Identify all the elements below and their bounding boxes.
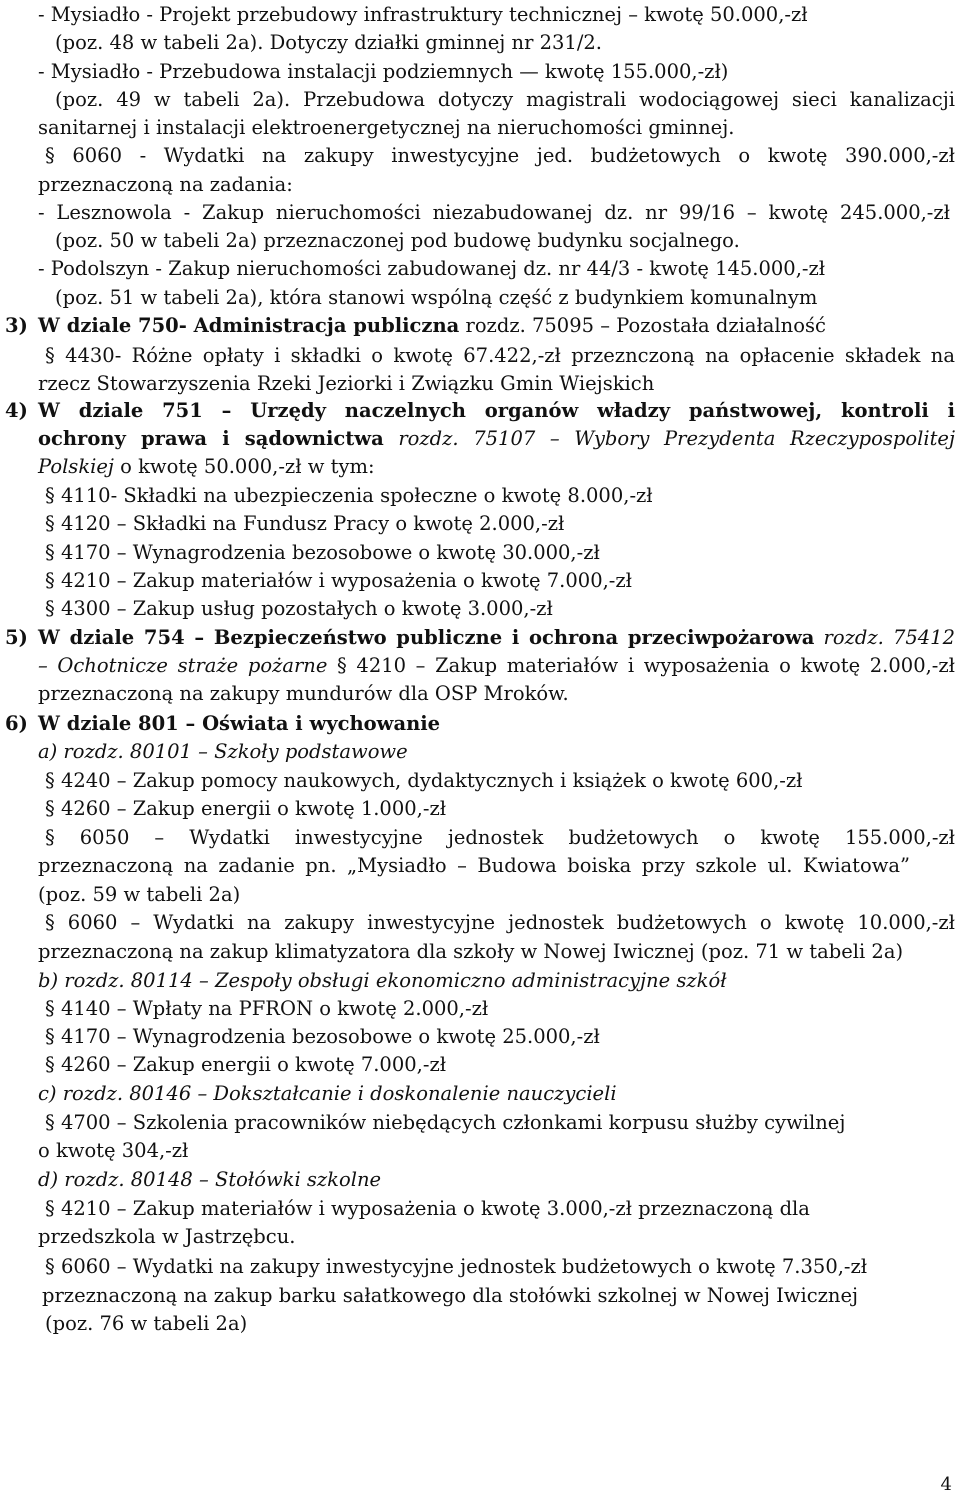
body-text: § 4210 – Zakup materiałów i wyposażenia o kwotę 7.000,-zł: [45, 569, 632, 592]
text-line: [38, 2, 960, 28]
text-line: [38, 653, 955, 679]
text-line: [45, 768, 960, 794]
text-line: [38, 371, 960, 397]
body-text: przeznaczoną na zakup klimatyzatora dla szkoły w Nowej Iwicznej (poz. 71 w tabeli 2a): [38, 940, 904, 963]
section-heading: ochrony prawa i sądownictwa: [38, 427, 384, 450]
body-text: § 4110- Składki na ubezpieczenia społeczne o kwotę 8.000,-zł: [45, 484, 653, 507]
body-text: o kwotę 304,-zł: [38, 1139, 189, 1162]
body-text: (poz. 76 w tabeli 2a): [45, 1312, 248, 1335]
text-line: [38, 853, 910, 879]
body-text: (poz. 48 w tabeli 2a). Dotyczy działki gminnej nr 231/2.: [55, 31, 603, 54]
body-text: sanitarnej i instalacji elektroenergetycznej na nieruchomości gminnej.: [38, 116, 735, 139]
text-line: [55, 228, 960, 254]
text-line: [45, 483, 960, 509]
text-line: [45, 1110, 960, 1136]
body-text: - Podolszyn - Zakup nieruchomości zabudowanej dz. nr 44/3 - kwotę 145.000,-zł: [38, 257, 826, 280]
section-number: 6): [5, 712, 28, 735]
text-line: [45, 1052, 960, 1078]
body-text: (poz. 59 w tabeli 2a): [38, 883, 241, 906]
text-line: [45, 1024, 960, 1050]
italic-text: rozdz. 75412: [814, 626, 955, 649]
body-text: § 4140 – Wpłaty na PFRON o kwotę 2.000,-zł: [45, 997, 489, 1020]
italic-text: a) rozdz. 80101 – Szkoły podstawowe: [38, 740, 408, 763]
italic-text: – Ochotnicze straże pożarne: [38, 654, 328, 677]
text-line: [38, 1224, 960, 1250]
text-line: [5, 625, 955, 651]
italic-text: Polskiej: [38, 455, 114, 478]
body-text: przeznaczoną na zakupy mundurów dla OSP Mroków.: [38, 682, 569, 705]
section-number: 5): [5, 626, 28, 649]
body-text: § 4210 – Zakup materiałów i wyposażenia o kwotę 3.000,-zł przeznaczoną dla: [45, 1197, 810, 1220]
body-text: § 6050 – Wydatki inwestycyjne jednostek budżetowych o kwotę 155.000,-zł: [45, 826, 955, 849]
text-line: [45, 1311, 960, 1337]
body-text: § 4260 – Zakup energii o kwotę 7.000,-zł: [45, 1053, 447, 1076]
text-line: [45, 540, 960, 566]
text-line: [42, 1283, 960, 1309]
italic-text: rozdz. 75107 – Wybory Prezydenta Rzeczypospolitej: [383, 427, 955, 450]
section-number: 3): [5, 314, 28, 337]
text-line: [45, 511, 960, 537]
body-text: § 6060 – Wydatki na zakupy inwestycyjne jednostek budżetowych o kwotę 10.000,-zł: [45, 911, 955, 934]
text-line: [38, 1081, 960, 1107]
body-text: przeznaczoną na zadanie pn. „Mysiadło – Budowa boiska przy szkole ul. Kwiatowa”: [38, 854, 910, 877]
text-line: [45, 143, 955, 169]
text-line: [45, 825, 955, 851]
text-line: [5, 398, 955, 424]
body-text: § 4260 – Zakup energii o kwotę 1.000,-zł: [45, 797, 447, 820]
text-line: [38, 200, 950, 226]
text-line: [45, 1196, 960, 1222]
italic-text: b) rozdz. 80114 – Zespoły obsługi ekonomiczno administracyjne szkół: [38, 969, 727, 992]
text-line: [38, 882, 960, 908]
text-line: [38, 1167, 960, 1193]
body-text: przeznaczoną na zakup barku sałatkowego dla stołówki szkolnej w Nowej Iwicznej: [42, 1284, 859, 1307]
body-text: przedszkola w Jastrzębcu.: [38, 1225, 296, 1248]
text-line: [55, 87, 955, 113]
text-line: [38, 454, 960, 480]
text-line: [45, 596, 960, 622]
section-heading: W dziale 754 – Bezpieczeństwo publiczne i ochrona przeciwpożarowa: [38, 626, 815, 649]
body-text: § 4700 – Szkolenia pracowników niebędących członkami korpusu służby cywilnej: [45, 1111, 846, 1134]
text-line: [45, 1254, 960, 1280]
text-line: [38, 739, 960, 765]
text-line: [38, 115, 960, 141]
body-text: (poz. 49 w tabeli 2a). Przebudowa dotyczy magistrali wodociągowej sieci kanalizacji: [55, 88, 955, 111]
body-text: - Lesznowola - Zakup nieruchomości niezabudowanej dz. nr 99/16 – kwotę 245.000,-zł: [38, 201, 950, 224]
section-heading: W dziale 750- Administracja publiczna: [38, 314, 460, 337]
body-text: § 4120 – Składki na Fundusz Pracy o kwotę 2.000,-zł: [45, 512, 565, 535]
text-line: [45, 568, 960, 594]
body-text: § 4170 – Wynagrodzenia bezosobowe o kwotę 25.000,-zł: [45, 1025, 600, 1048]
text-line: [38, 172, 960, 198]
text-line: [5, 313, 960, 339]
text-line: [45, 996, 960, 1022]
body-text: rozdz. 75095 – Pozostała działalność: [459, 314, 826, 337]
text-line: [45, 343, 955, 369]
text-line: [45, 910, 955, 936]
body-text: rzecz Stowarzyszenia Rzeki Jeziorki i Związku Gmin Wiejskich: [38, 372, 655, 395]
text-line: [38, 426, 955, 452]
body-text: (poz. 51 w tabeli 2a), która stanowi wspólną część z budynkiem komunalnym: [55, 286, 818, 309]
body-text: § 4300 – Zakup usług pozostałych o kwotę 3.000,-zł: [45, 597, 553, 620]
body-text: § 4240 – Zakup pomocy naukowych, dydaktycznych i książek o kwotę 600,-zł: [45, 769, 803, 792]
text-line: [38, 1138, 960, 1164]
text-line: [38, 939, 960, 965]
section-heading: W dziale 751 – Urzędy naczelnych organów władzy państwowej, kontroli i: [38, 399, 955, 422]
text-line: [5, 711, 960, 737]
text-line: [55, 30, 960, 56]
italic-text: c) rozdz. 80146 – Dokształcanie i doskonalenie nauczycieli: [38, 1082, 617, 1105]
page-number: 4: [940, 1474, 952, 1495]
text-line: [38, 681, 960, 707]
text-line: [38, 256, 960, 282]
text-line: [45, 796, 960, 822]
body-text: § 4210 – Zakup materiałów i wyposażenia o kwotę 2.000,-zł: [327, 654, 955, 677]
text-line: [38, 968, 960, 994]
text-line: [55, 285, 960, 311]
body-text: § 6060 – Wydatki na zakupy inwestycyjne jednostek budżetowych o kwotę 7.350,-zł: [45, 1255, 868, 1278]
body-text: - Mysiadło - Projekt przebudowy infrastruktury technicznej – kwotę 50.000,-zł: [38, 3, 808, 26]
italic-text: d) rozdz. 80148 – Stołówki szkolne: [38, 1168, 382, 1191]
section-heading: W dziale 801 – Oświata i wychowanie: [38, 712, 441, 735]
body-text: § 6060 - Wydatki na zakupy inwestycyjne jed. budżetowych o kwotę 390.000,-zł: [45, 144, 955, 167]
text-line: [38, 59, 960, 85]
body-text: § 4170 – Wynagrodzenia bezosobowe o kwotę 30.000,-zł: [45, 541, 600, 564]
body-text: (poz. 50 w tabeli 2a) przeznaczonej pod budowę budynku socjalnego.: [55, 229, 740, 252]
body-text: - Mysiadło - Przebudowa instalacji podziemnych — kwotę 155.000,-zł): [38, 60, 729, 83]
section-number: 4): [5, 399, 28, 422]
body-text: przeznaczoną na zadania:: [38, 173, 293, 196]
body-text: § 4430- Różne opłaty i składki o kwotę 67.422,-zł przeznczoną na opłacenie składek na: [45, 344, 955, 367]
body-text: o kwotę 50.000,-zł w tym:: [113, 455, 375, 478]
